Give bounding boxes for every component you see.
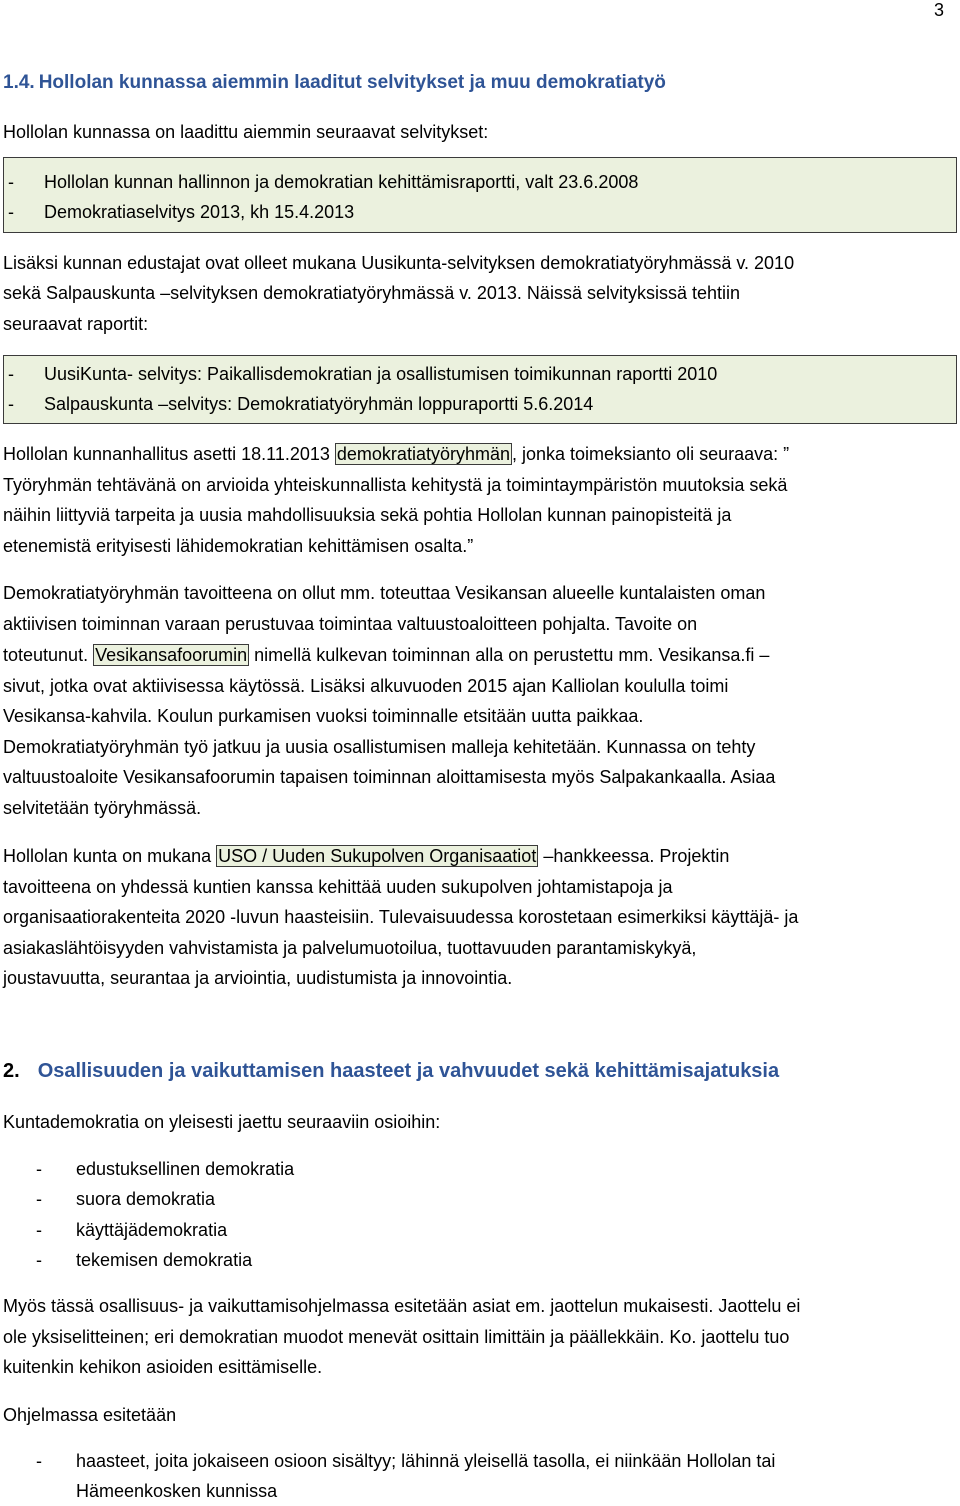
paragraph-line: Lisäksi kunnan edustajat ovat olleet mukana Uusikunta-selvityksen demokratiatyöryhmässä v. 2010 bbox=[3, 253, 795, 273]
paragraph-line: organisaatiorakenteita 2020 -luvun haasteisiin. Tulevaisuudessa korostetaan esimerkiksi käyttäjä- ja bbox=[3, 907, 799, 927]
list-dash: - bbox=[36, 1451, 42, 1471]
paragraph-line: aktiivisen toiminnan varaan perustuvaa toimintaa valtuustoaloitteen pohjalta. Tavoite on bbox=[3, 614, 698, 634]
list-dash: - bbox=[36, 1220, 42, 1240]
paragraph-line: Demokratiatyöryhmän tavoitteena on ollut mm. toteuttaa Vesikansan alueelle kuntalaisten oman bbox=[3, 583, 766, 603]
paragraph-line: näihin liittyviä tarpeita ja uusia mahdollisuuksia sekä pohtia Hollolan kunnan painopisteitä ja bbox=[3, 505, 732, 525]
paragraph-line: etenemistä erityisesti lähidemokratian kehittämisen osalta.” bbox=[3, 536, 474, 556]
section-2-heading bbox=[3, 1060, 779, 1083]
paragraph-line: tavoitteena on yhdessä kuntien kanssa kehittää uuden sukupolven johtamistapoja ja bbox=[3, 877, 673, 897]
paragraph-line: Demokratiatyöryhmän työ jatkuu ja uusia osallistumisen malleja kehitetään. Kunnassa on tehty bbox=[3, 737, 756, 757]
paragraph-line: valtuustoaloite Vesikansafoorumin tapaisen toiminnan aloittamisesta myös Salpakankaalla. Asiaa bbox=[3, 767, 776, 787]
paragraph-line: Hollolan kunta on mukana USO / Uuden Sukupolven Organisaatiot –hankkeessa. Projektin bbox=[3, 846, 730, 866]
paragraph-line: Työryhmän tehtävänä on arvioida yhteiskunnallista kehitystä ja toimintaympäristön muutoksia sekä bbox=[3, 475, 788, 495]
highlight-vesikansafoorumi: Vesikansafoorumin bbox=[95, 645, 248, 665]
list-dash: - bbox=[36, 1250, 42, 1270]
paragraph-line: Vesikansa-kahvila. Koulun purkamisen vuoksi toiminnalle etsitään uutta paikkaa. bbox=[3, 706, 644, 726]
list-item: - Hollolan kunnan hallinnon ja demokratian kehittämisraportti, valt 23.6.2008 bbox=[8, 167, 638, 197]
paragraph-line: selvitetään työryhmässä. bbox=[3, 798, 202, 818]
section-1-4-heading bbox=[3, 72, 666, 94]
list-item: - edustuksellinen demokratia bbox=[36, 1154, 294, 1184]
paragraph-line: Myös tässä osallisuus- ja vaikuttamisohjelmassa esitetään asiat em. jaottelun mukaisesti. Jaottelu ei bbox=[3, 1296, 801, 1316]
list-dash: - bbox=[8, 364, 14, 384]
section-number: 1.4. bbox=[3, 72, 35, 93]
page-number: 3 bbox=[933, 0, 944, 20]
list-item: Hämeenkosken kunnissa bbox=[76, 1481, 278, 1501]
list-dash: - bbox=[36, 1189, 42, 1209]
paragraph-line: toteutunut. Vesikansafoorumin nimellä kulkevan toiminnan alla on perustettu mm. Vesikansa.fi – bbox=[3, 645, 770, 665]
section-number: 2. bbox=[3, 1060, 20, 1082]
paragraph-line: sekä Salpauskunta –selvityksen demokratiatyöryhmässä v. 2013. Näissä selvityksissä tehtiin bbox=[3, 283, 741, 303]
paragraph-line: Ohjelmassa esitetään bbox=[3, 1405, 177, 1425]
list-item: - UusiKunta- selvitys: Paikallisdemokratian ja osallistumisen toimikunnan raportti 2010 bbox=[8, 359, 717, 389]
paragraph-line: kuitenkin kehikon asioiden esittämiselle. bbox=[3, 1357, 323, 1377]
previous-reports-box bbox=[3, 157, 957, 233]
paragraph-line: sivut, jotka ovat aktiivisessa käytössä. Lisäksi alkuvuoden 2015 ajan Kalliolan koululla toimi bbox=[3, 676, 729, 696]
intro-text: Hollolan kunnassa on laadittu aiemmin seuraavat selvitykset: bbox=[3, 122, 489, 142]
reports-box bbox=[3, 355, 957, 424]
highlight-demokratiatyoryhma: demokratiatyöryhmän bbox=[336, 444, 510, 464]
paragraph-line: joustavuutta, seurantaa ja arviointia, uudistumista ja innovointia. bbox=[3, 968, 513, 988]
list-dash: - bbox=[8, 172, 14, 192]
list-item: - tekemisen demokratia bbox=[36, 1245, 252, 1275]
paragraph-line: asiakaslähtöisyyden vahvistamista ja palvelumuotoilua, tuottavuuden parantamiskykyä, bbox=[3, 938, 697, 958]
list-item: - käyttäjädemokratia bbox=[36, 1215, 227, 1245]
list-dash: - bbox=[8, 202, 14, 222]
list-item: - Salpauskunta –selvitys: Demokratiatyöryhmän loppuraportti 5.6.2014 bbox=[8, 389, 593, 419]
section-title: Hollolan kunnassa aiemmin laaditut selvitykset ja muu demokratiatyö bbox=[38, 72, 666, 93]
paragraph-line: ole yksiselitteinen; eri demokratian muodot menevät osittain limittäin ja päällekkäin. Ko. jaottelu tuo bbox=[3, 1327, 790, 1347]
list-dash: - bbox=[8, 394, 14, 414]
paragraph-line: Hollolan kunnanhallitus asetti 18.11.2013 demokratiatyöryhmän , jonka toimeksianto oli seuraava: ” bbox=[3, 444, 790, 464]
paragraph-line: seuraavat raportit: bbox=[3, 314, 149, 334]
list-item: - Demokratiaselvitys 2013, kh 15.4.2013 bbox=[8, 197, 354, 227]
intro-text: Kuntademokratia on yleisesti jaettu seuraaviin osioihin: bbox=[3, 1112, 441, 1132]
highlight-uso: USO / Uuden Sukupolven Organisaatiot bbox=[218, 846, 537, 866]
list-item: - suora demokratia bbox=[36, 1184, 215, 1214]
section-title: Osallisuuden ja vaikuttamisen haasteet ja vahvuudet sekä kehittämisajatuksia bbox=[37, 1060, 780, 1082]
list-dash: - bbox=[36, 1159, 42, 1179]
list-item: - haasteet, joita jokaiseen osioon sisältyy; lähinnä yleisellä tasolla, ei niinkään Hollolan tai bbox=[36, 1446, 775, 1476]
